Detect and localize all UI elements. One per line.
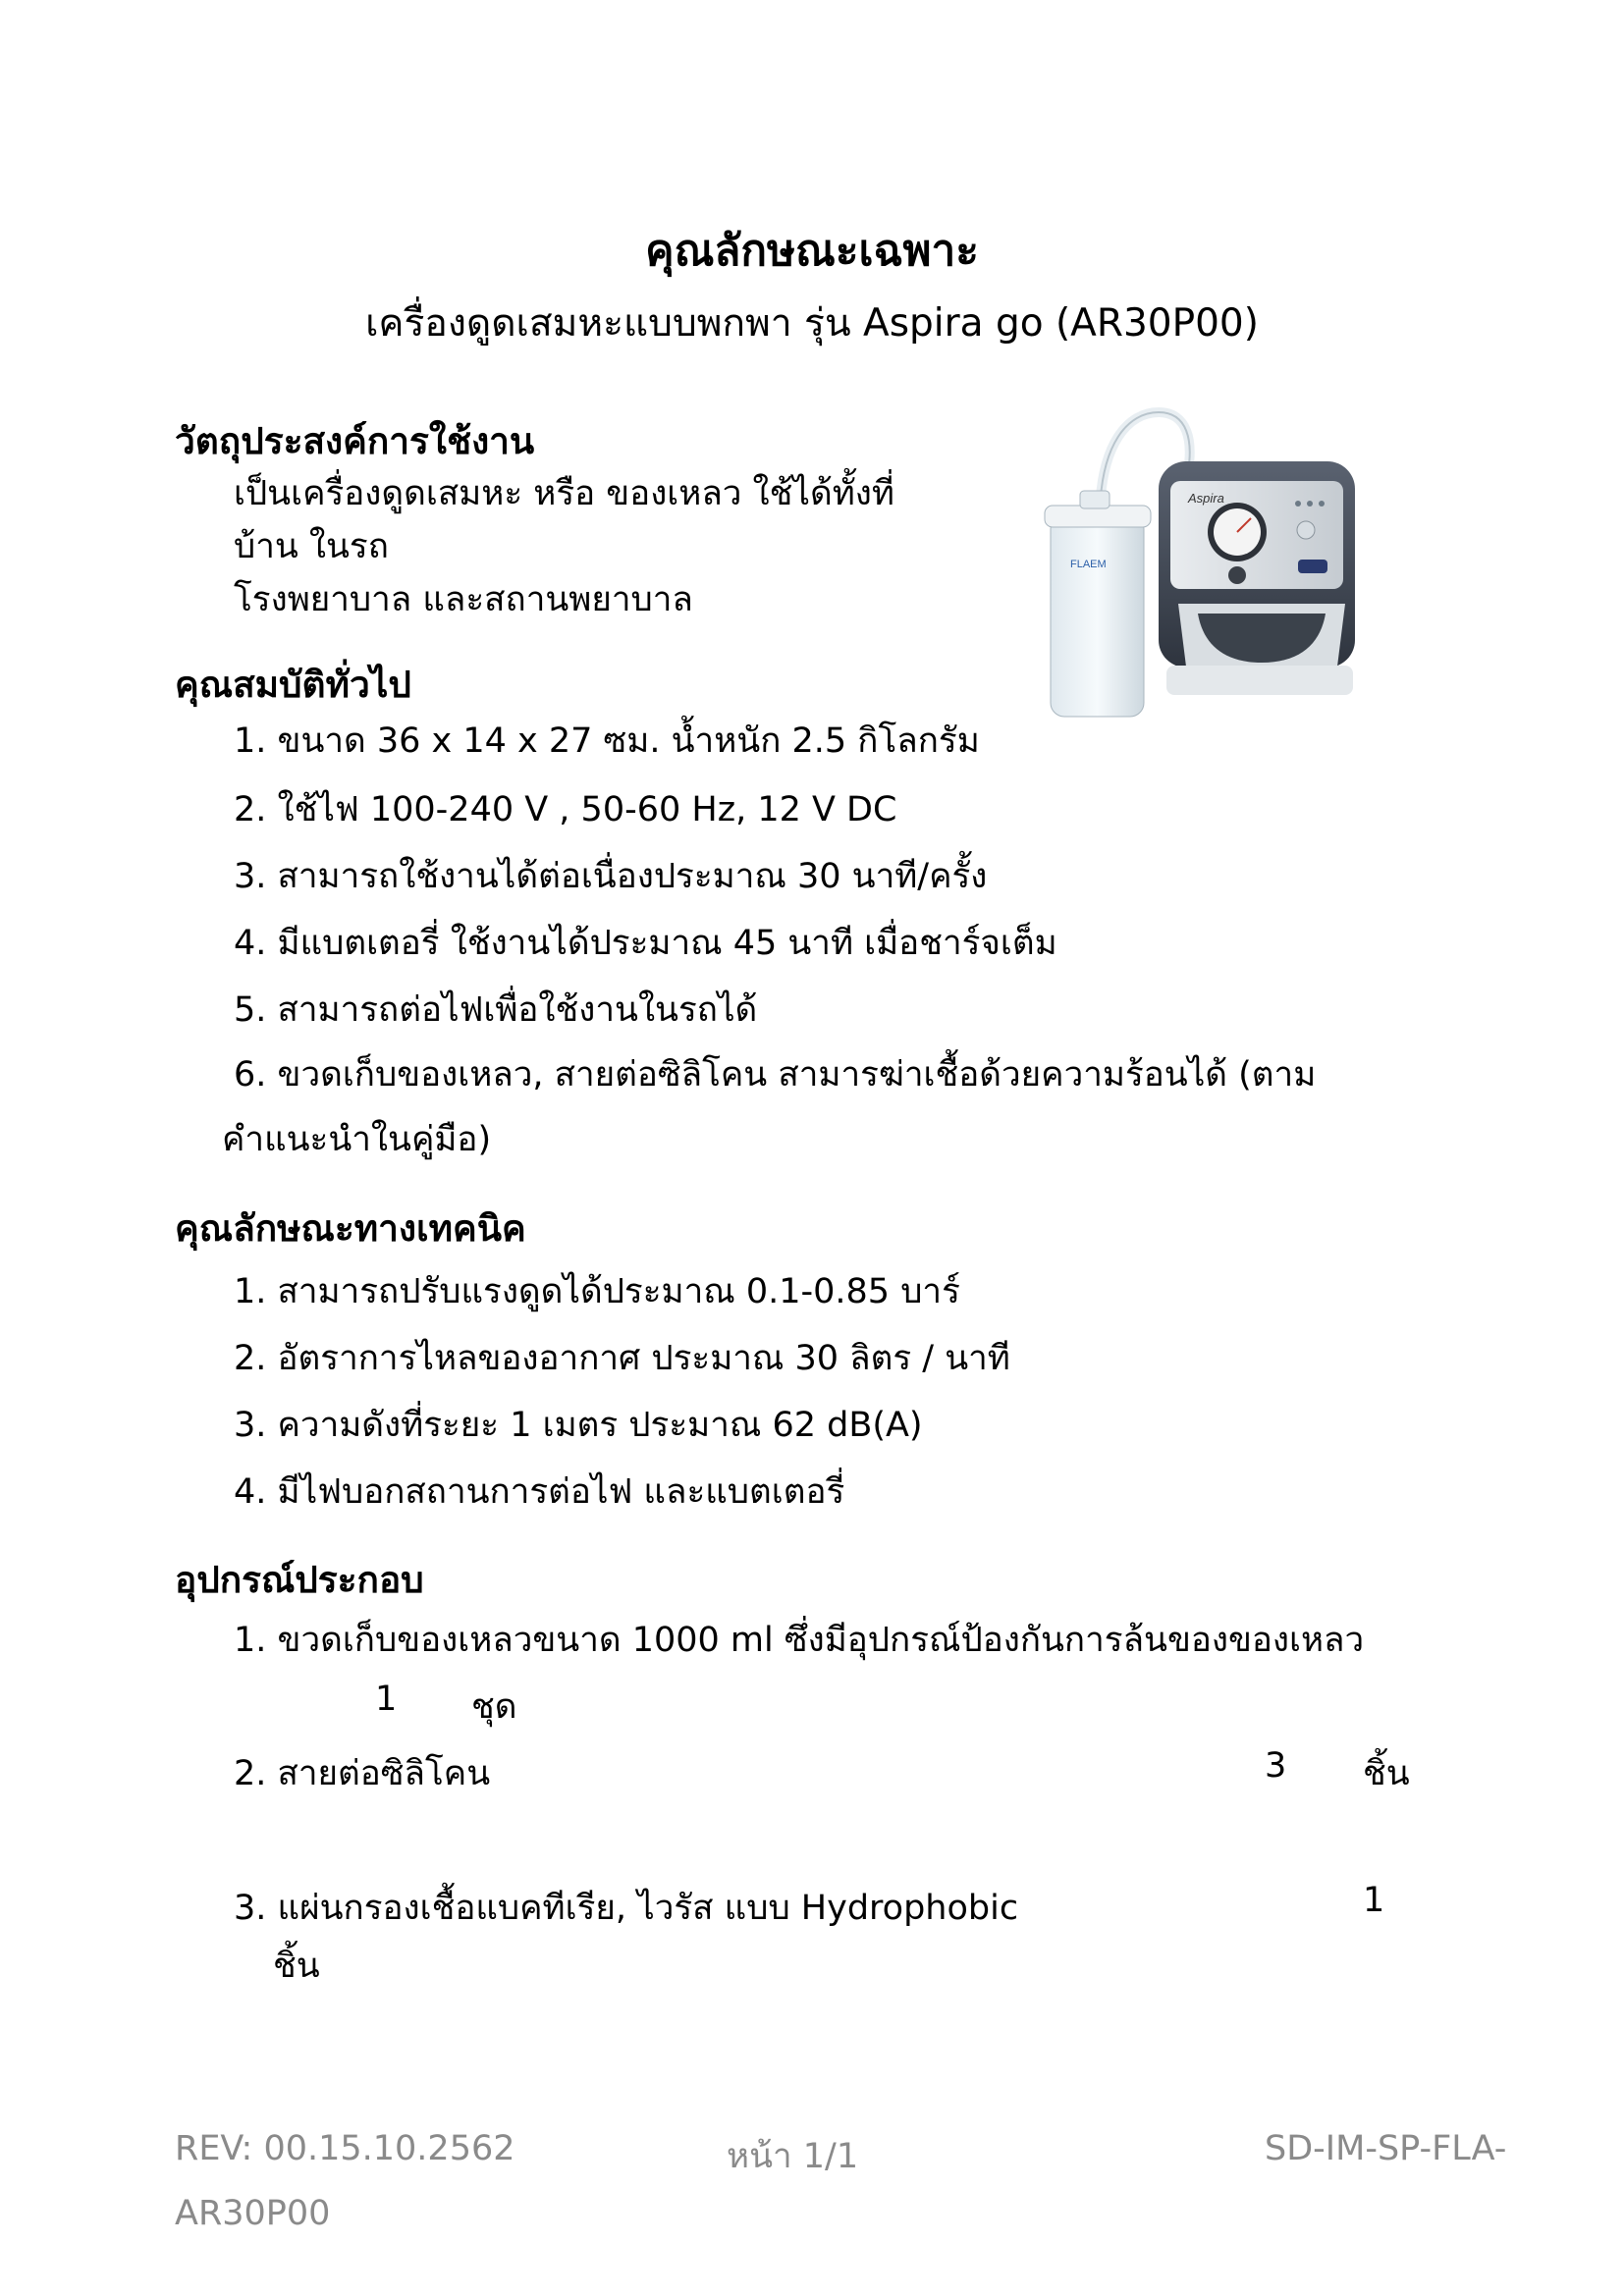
technical-heading: คุณลักษณะทางเทคนิค <box>175 1207 526 1250</box>
purpose-line-2: บ้าน ในรถ <box>234 527 389 566</box>
general-item-6-continuation: คำแนะนำในคู่มือ) <box>222 1120 492 1159</box>
accessories-heading: อุปกรณ์ประกอบ <box>175 1559 424 1601</box>
purpose-line-3: โรงพยาบาล และสถานพยาบาล <box>234 580 693 619</box>
document-title: คุณลักษณะเฉพาะ <box>645 226 979 276</box>
technical-item-3: 3. ความดังที่ระยะ 1 เมตร ประมาณ 62 dB(A) <box>234 1406 923 1445</box>
technical-item-2: 2. อัตราการไหลของอากาศ ประมาณ 30 ลิตร / นาที <box>234 1339 1010 1378</box>
device-model-label: Aspira <box>1188 491 1224 506</box>
general-item-3: 3. สามารถใช้งานได้ต่อเนื่องประมาณ 30 นาที/ครั้ง <box>234 857 988 896</box>
accessory-item-1-qty: 1 <box>375 1680 398 1719</box>
general-item-5: 5. สามารถต่อไฟเพื่อใช้งานในรถได้ <box>234 990 758 1030</box>
general-item-6: 6. ขวดเก็บของเหลว, สายต่อซิลิโคน สามารฆ่าเชื้อด้วยความร้อนได้ (ตาม <box>234 1055 1317 1095</box>
footer-doc-code-line-2: AR30P00 <box>175 2194 331 2233</box>
accessory-item-1: 1. ขวดเก็บของเหลวขนาด 1000 ml ซึ่งมีอุปกรณ์ป้องกันการล้นของของเหลว <box>234 1621 1365 1660</box>
accessory-item-2-qty: 3 <box>1265 1746 1287 1786</box>
technical-item-1: 1. สามารถปรับแรงดูดได้ประมาณ 0.1-0.85 บาร์ <box>234 1272 960 1311</box>
general-item-1: 1. ขนาด 36 x 14 x 27 ซม. น้ำหนัก 2.5 กิโลกรัม <box>234 721 980 761</box>
purpose-heading: วัตถุประสงค์การใช้งาน <box>175 420 535 462</box>
accessory-item-2: 2. สายต่อซิลิโคน <box>234 1754 491 1793</box>
accessory-item-3-qty: 1 <box>1363 1881 1385 1920</box>
accessory-item-2-unit: ชิ้น <box>1363 1754 1410 1793</box>
general-item-2: 2. ใช้ไฟ 100-240 V , 50-60 Hz, 12 V DC <box>234 790 897 829</box>
purpose-line-1: เป็นเครื่องดูดเสมหะ หรือ ของเหลว ใช้ได้ทั้งที่ <box>234 474 894 513</box>
device-image <box>1041 402 1365 756</box>
accessory-item-3: 3. แผ่นกรองเชื้อแบคทีเรีย, ไวรัส แบบ Hydrophobic <box>234 1889 1019 1928</box>
suction-device-illustration <box>1041 402 1365 756</box>
general-heading: คุณสมบัติทั่วไป <box>175 664 411 706</box>
accessory-item-1-unit: ชุด <box>471 1687 517 1727</box>
footer-page-number: หน้า 1/1 <box>727 2137 859 2176</box>
footer-revision: REV: 00.15.10.2562 <box>175 2129 515 2168</box>
jar-brand-label: FLAEM <box>1070 559 1107 570</box>
technical-item-4: 4. มีไฟบอกสถานการต่อไฟ และแบตเตอรี่ <box>234 1472 845 1512</box>
document-subtitle: เครื่องดูดเสมหะแบบพกพา รุ่น Aspira go (AR30P00) <box>365 301 1259 346</box>
general-item-4: 4. มีแบตเตอรี่ ใช้งานได้ประมาณ 45 นาที เมื่อชาร์จเต็ม <box>234 924 1057 963</box>
accessory-item-3-unit: ชิ้น <box>273 1947 320 1986</box>
footer-doc-code-line-1: SD-IM-SP-FLA- <box>1265 2129 1507 2168</box>
